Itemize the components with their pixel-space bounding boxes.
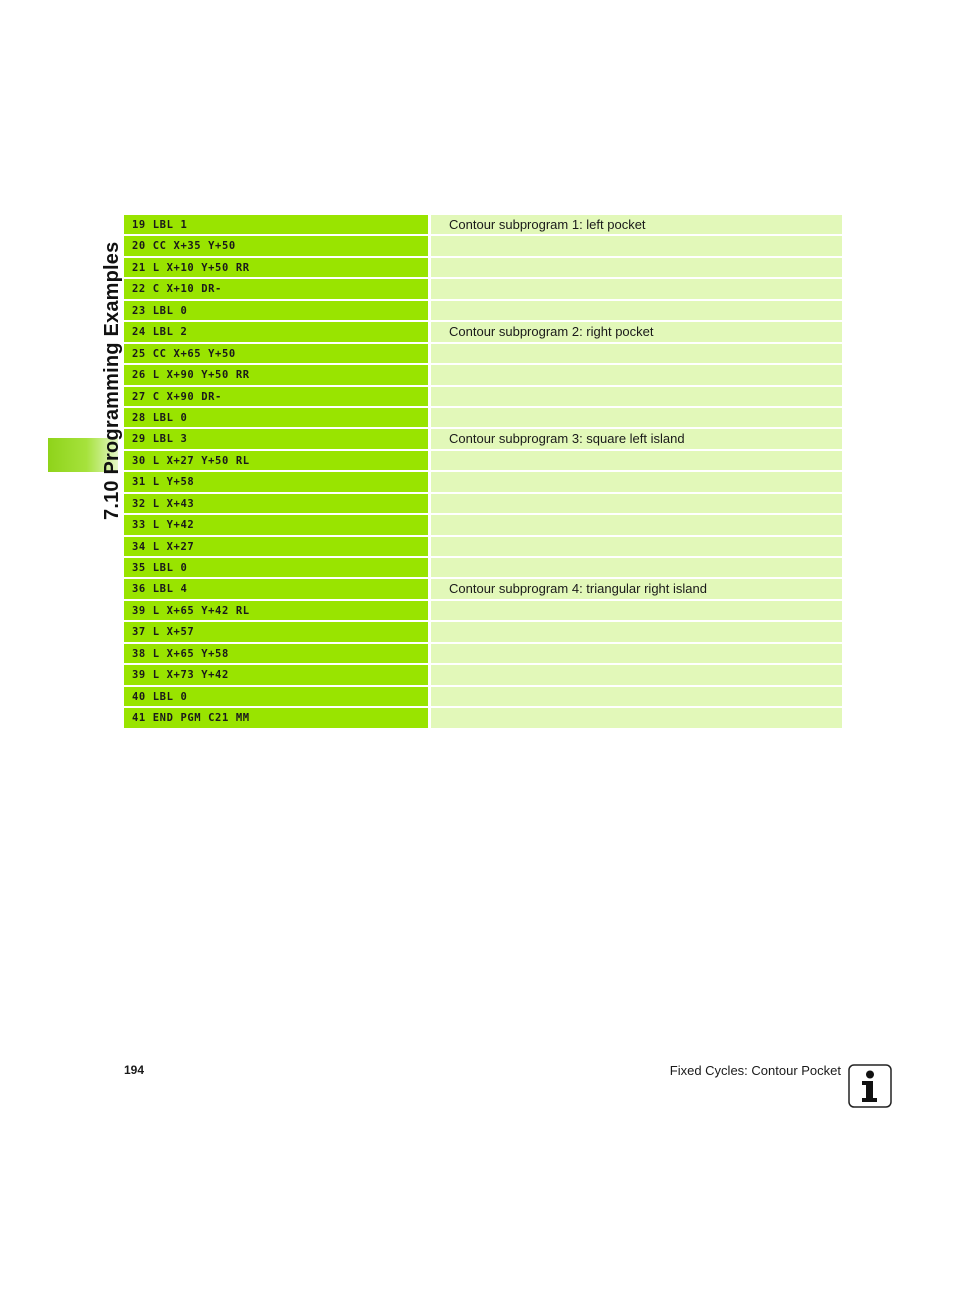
nc-code-cell: 33 L Y+42 — [124, 515, 428, 534]
comment-cell: Contour subprogram 2: right pocket — [431, 322, 842, 341]
comment-cell — [431, 558, 842, 577]
program-row — [124, 236, 842, 257]
nc-code-cell: 23 LBL 0 — [124, 301, 428, 320]
nc-code-cell: 41 END PGM C21 MM — [124, 708, 428, 727]
nc-code-cell: 26 L X+90 Y+50 RR — [124, 365, 428, 384]
program-row — [124, 279, 842, 300]
comment-cell — [431, 365, 842, 384]
comment-cell — [431, 451, 842, 470]
comment-cell — [431, 258, 842, 277]
comment-cell — [431, 236, 842, 255]
comment-cell — [431, 601, 842, 620]
program-row — [124, 408, 842, 429]
program-row — [124, 537, 842, 558]
comment-cell — [431, 279, 842, 298]
comment-cell — [431, 687, 842, 706]
comment-cell — [431, 494, 842, 513]
program-row — [124, 665, 842, 686]
program-row — [124, 515, 842, 536]
comment-cell — [431, 472, 842, 491]
program-row — [124, 644, 842, 665]
nc-code-cell: 29 LBL 3 — [124, 429, 428, 448]
comment-cell — [431, 301, 842, 320]
program-row — [124, 622, 842, 643]
comment-cell — [431, 537, 842, 556]
nc-code-cell: 21 L X+10 Y+50 RR — [124, 258, 428, 277]
nc-code-cell: 34 L X+27 — [124, 537, 428, 556]
info-icon — [848, 1064, 892, 1108]
nc-code-cell: 40 LBL 0 — [124, 687, 428, 706]
comment-cell: Contour subprogram 4: triangular right island — [431, 579, 842, 598]
nc-code-cell: 24 LBL 2 — [124, 322, 428, 341]
nc-code-cell: 36 LBL 4 — [124, 579, 428, 598]
program-row — [124, 451, 842, 472]
comment-cell — [431, 387, 842, 406]
comment-cell — [431, 644, 842, 663]
program-row — [124, 322, 842, 343]
comment-cell — [431, 408, 842, 427]
program-row — [124, 601, 842, 622]
comment-cell: Contour subprogram 1: left pocket — [431, 215, 842, 234]
program-row — [124, 494, 842, 515]
page-number: 194 — [124, 1063, 145, 1077]
comment-cell — [431, 344, 842, 363]
nc-code-cell: 32 L X+43 — [124, 494, 428, 513]
comment-cell — [431, 622, 842, 641]
nc-code-cell: 39 L X+73 Y+42 — [124, 665, 428, 684]
nc-code-cell: 30 L X+27 Y+50 RL — [124, 451, 428, 470]
nc-code-cell: 31 L Y+58 — [124, 472, 428, 491]
program-row — [124, 579, 842, 600]
program-row — [124, 429, 842, 450]
program-row — [124, 344, 842, 365]
program-row — [124, 687, 842, 708]
program-row — [124, 472, 842, 493]
program-row — [124, 258, 842, 279]
program-row — [124, 215, 842, 236]
nc-code-cell: 39 L X+65 Y+42 RL — [124, 601, 428, 620]
nc-code-cell: 19 LBL 1 — [124, 215, 428, 234]
nc-code-cell: 20 CC X+35 Y+50 — [124, 236, 428, 255]
comment-cell — [431, 708, 842, 727]
nc-code-cell: 35 LBL 0 — [124, 558, 428, 577]
nc-code-cell: 38 L X+65 Y+58 — [124, 644, 428, 663]
nc-code-cell: 37 L X+57 — [124, 622, 428, 641]
nc-program-table — [124, 215, 842, 730]
nc-code-cell: 27 C X+90 DR- — [124, 387, 428, 406]
program-row — [124, 301, 842, 322]
comment-cell — [431, 515, 842, 534]
section-title: 7.10 Programming Examples — [101, 241, 123, 520]
program-row — [124, 558, 842, 579]
nc-code-cell: 25 CC X+65 Y+50 — [124, 344, 428, 363]
nc-code-cell: 28 LBL 0 — [124, 408, 428, 427]
nc-code-cell: 22 C X+10 DR- — [124, 279, 428, 298]
program-row — [124, 365, 842, 386]
program-row — [124, 708, 842, 729]
comment-cell: Contour subprogram 3: square left island — [431, 429, 842, 448]
program-row — [124, 387, 842, 408]
comment-cell — [431, 665, 842, 684]
footer-chapter-title: Fixed Cycles: Contour Pocket — [669, 1063, 841, 1078]
